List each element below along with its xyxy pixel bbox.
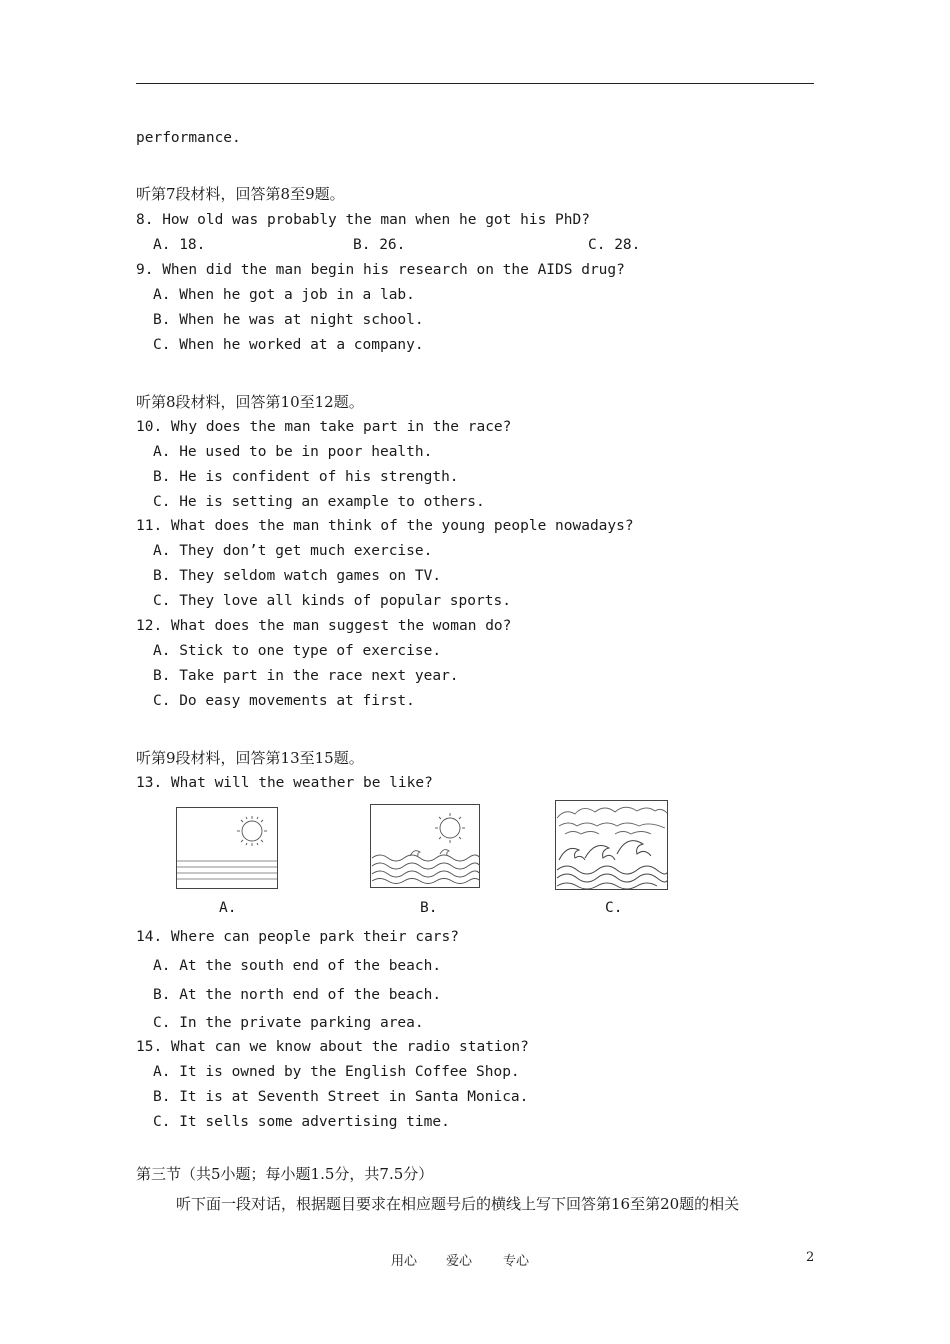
- option-c: C. He is setting an example to others.: [153, 494, 485, 510]
- continuation-text: performance.: [136, 130, 241, 146]
- question-stem: 11. What does the man think of the young people nowadays?: [136, 518, 634, 534]
- picture-label-b: B.: [420, 900, 438, 916]
- option-b: B. 26.: [353, 237, 406, 253]
- option-b: B. It is at Seventh Street in Santa Monica.: [153, 1089, 529, 1105]
- page-number: 2: [806, 1250, 815, 1265]
- header-rule: [136, 83, 814, 84]
- question-stem: 14. Where can people park their cars?: [136, 929, 460, 945]
- section-heading: 听第9段材料，回答第13至15题。: [136, 749, 364, 767]
- option-a: A. It is owned by the English Coffee Shop.: [153, 1064, 520, 1080]
- weather-picture-c: [555, 800, 668, 890]
- part-heading: 第三节（共5小题；每小题1.5分，共7.5分）: [136, 1165, 434, 1183]
- option-c: C. 28.: [588, 237, 641, 253]
- option-a: A. 18.: [153, 237, 206, 253]
- option-a: A. They don’t get much exercise.: [153, 543, 433, 559]
- question-stem: 15. What can we know about the radio station?: [136, 1039, 529, 1055]
- picture-label-c: C.: [605, 900, 623, 916]
- question-stem: 10. Why does the man take part in the race?: [136, 419, 512, 435]
- question-stem: 13. What will the weather be like?: [136, 775, 433, 791]
- footer-motto-3: 专心: [503, 1254, 530, 1269]
- option-c: C. It sells some advertising time.: [153, 1114, 450, 1130]
- footer-motto-1: 用心: [391, 1254, 418, 1269]
- option-c: C. In the private parking area.: [153, 1015, 424, 1031]
- option-a: A. When he got a job in a lab.: [153, 287, 415, 303]
- question-stem: 9. When did the man begin his research on the AIDS drug?: [136, 262, 625, 278]
- picture-label-a: A.: [219, 900, 237, 916]
- footer-motto-2: 爱心: [446, 1254, 473, 1269]
- part-instruction: 听下面一段对话，根据题目要求在相应题号后的横线上写下回答第16至第20题的相关: [176, 1195, 740, 1213]
- option-a: A. At the south end of the beach.: [153, 958, 442, 974]
- option-c: C. Do easy movements at first.: [153, 693, 415, 709]
- option-b: B. He is confident of his strength.: [153, 469, 459, 485]
- weather-picture-b: [370, 804, 480, 888]
- option-b: B. At the north end of the beach.: [153, 987, 442, 1003]
- weather-picture-a: [176, 807, 278, 889]
- question-stem: 12. What does the man suggest the woman do?: [136, 618, 512, 634]
- option-a: A. Stick to one type of exercise.: [153, 643, 442, 659]
- option-a: A. He used to be in poor health.: [153, 444, 433, 460]
- option-c: C. When he worked at a company.: [153, 337, 424, 353]
- option-b: B. When he was at night school.: [153, 312, 424, 328]
- section-heading: 听第7段材料，回答第8至9题。: [136, 185, 345, 203]
- option-b: B. They seldom watch games on TV.: [153, 568, 442, 584]
- section-heading: 听第8段材料，回答第10至12题。: [136, 393, 364, 411]
- option-c: C. They love all kinds of popular sports.: [153, 593, 511, 609]
- question-stem: 8. How old was probably the man when he got his PhD?: [136, 212, 590, 228]
- option-b: B. Take part in the race next year.: [153, 668, 459, 684]
